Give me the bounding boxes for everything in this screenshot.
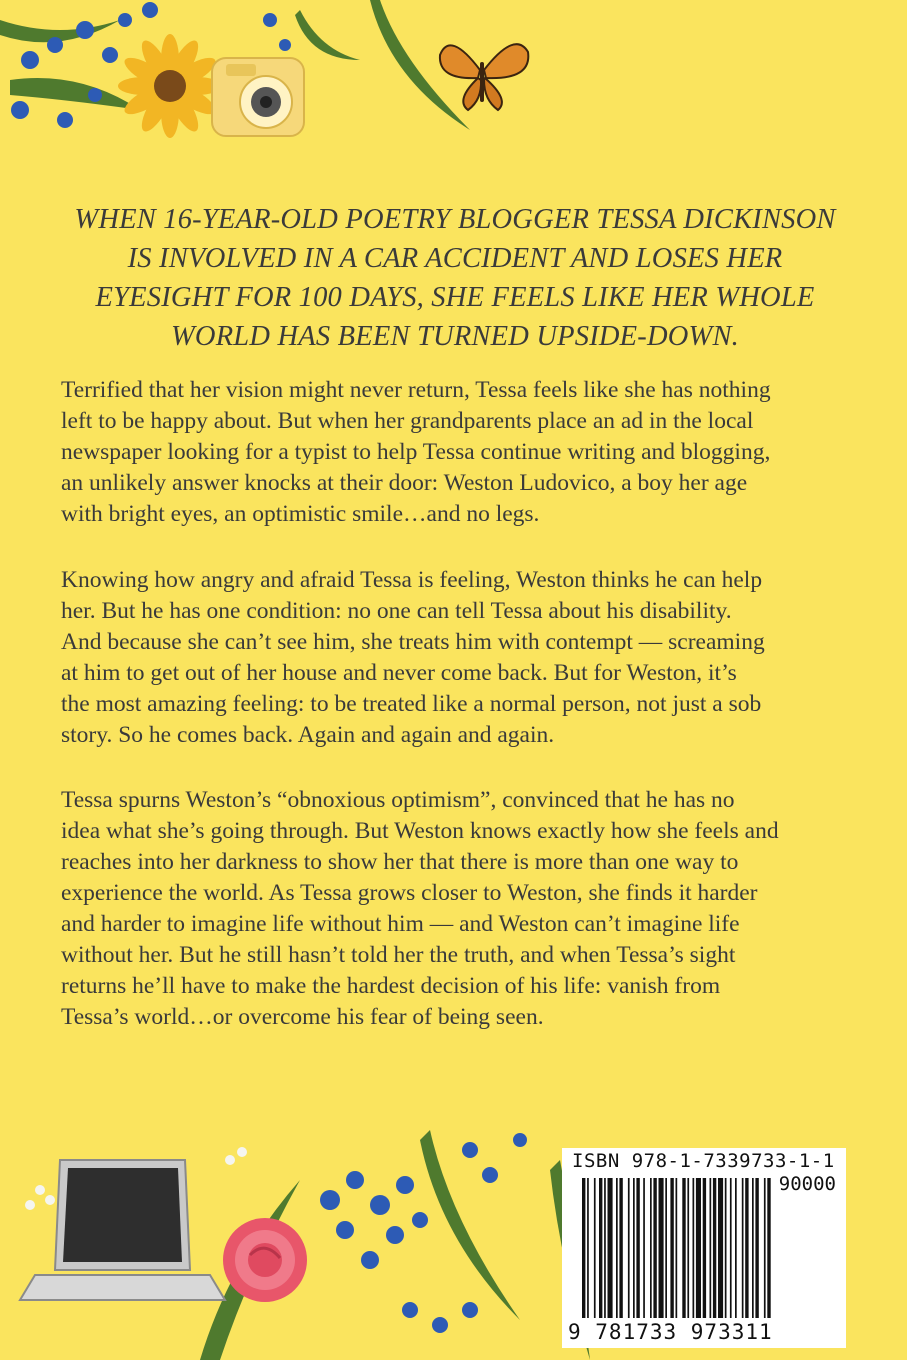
- bottom-floral-illustration: [0, 1120, 600, 1360]
- text-line: And because she can’t see him, she treats him with contempt — screaming: [61, 629, 765, 655]
- top-floral-illustration: [0, 0, 560, 150]
- instant-camera-icon: [212, 58, 304, 136]
- text-line: idea what she’s going through. But Weston knows exactly how she feels and: [61, 818, 779, 844]
- synopsis-paragraph-1: [61, 375, 851, 530]
- ean-digits: 9 781733 973311: [568, 1320, 773, 1344]
- text-line: without her. But he still hasn’t told her the truth, and when Tessa’s sight: [61, 942, 736, 968]
- text-line: her. But he has one condition: no one can tell Tessa about his disability.: [61, 598, 732, 624]
- synopsis-paragraph-3: [61, 785, 851, 1033]
- sunflower-icon: [118, 34, 222, 138]
- headline-line: WORLD HAS BEEN TURNED UPSIDE-DOWN.: [170, 321, 740, 352]
- headline-line: WHEN 16-YEAR-OLD POETRY BLOGGER TESSA DICKINSON: [74, 204, 836, 235]
- text-line: Tessa’s world…or overcome his fear of being seen.: [61, 1004, 544, 1030]
- fern-icon: [120, 1130, 590, 1360]
- butterfly-icon: [440, 44, 528, 110]
- text-line: reaches into her darkness to show her that there is more than one way to: [61, 849, 739, 875]
- text-line: story. So he comes back. Again and again and again.: [61, 722, 555, 748]
- headline-line: IS INVOLVED IN A CAR ACCIDENT AND LOSES HER: [127, 243, 783, 274]
- text-line: returns he’ll have to make the hardest decision of his life: vanish from: [61, 973, 721, 999]
- synopsis-paragraph-2: [61, 565, 851, 751]
- price-code: 90000: [778, 1173, 836, 1195]
- text-line: experience the world. As Tessa grows closer to Weston, she finds it harder: [61, 880, 758, 906]
- text-line: with bright eyes, an optimistic smile…and no legs.: [61, 501, 540, 527]
- headline: [60, 200, 850, 356]
- text-line: left to be happy about. But when her grandparents place an ad in the local: [61, 408, 754, 434]
- text-line: Tessa spurns Weston’s “obnoxious optimism”, convinced that he has no: [61, 787, 735, 813]
- rose-icon: [223, 1218, 307, 1302]
- barcode-bars-icon: [582, 1178, 832, 1318]
- laptop-icon: [20, 1160, 225, 1300]
- isbn-barcode: [562, 1148, 846, 1348]
- text-line: and harder to imagine life without him — and Weston can’t imagine life: [61, 911, 740, 937]
- blue-flowers-icon: [320, 1133, 527, 1333]
- text-line: Knowing how angry and afraid Tessa is feeling, Weston thinks he can help: [61, 567, 763, 593]
- headline-line: EYESIGHT FOR 100 DAYS, SHE FEELS LIKE HER WHOLE: [95, 282, 815, 313]
- text-line: newspaper looking for a typist to help Tessa continue writing and blogging,: [61, 439, 771, 465]
- text-line: an unlikely answer knocks at their door: Weston Ludovico, a boy her age: [61, 470, 748, 496]
- text-line: at him to get out of her house and never come back. But for Weston, it’s: [61, 660, 737, 686]
- text-line: Terrified that her vision might never return, Tessa feels like she has nothing: [61, 377, 771, 403]
- isbn-number: ISBN 978-1-7339733-1-1: [572, 1150, 835, 1172]
- text-line: the most amazing feeling: to be treated like a normal person, not just a sob: [61, 691, 762, 717]
